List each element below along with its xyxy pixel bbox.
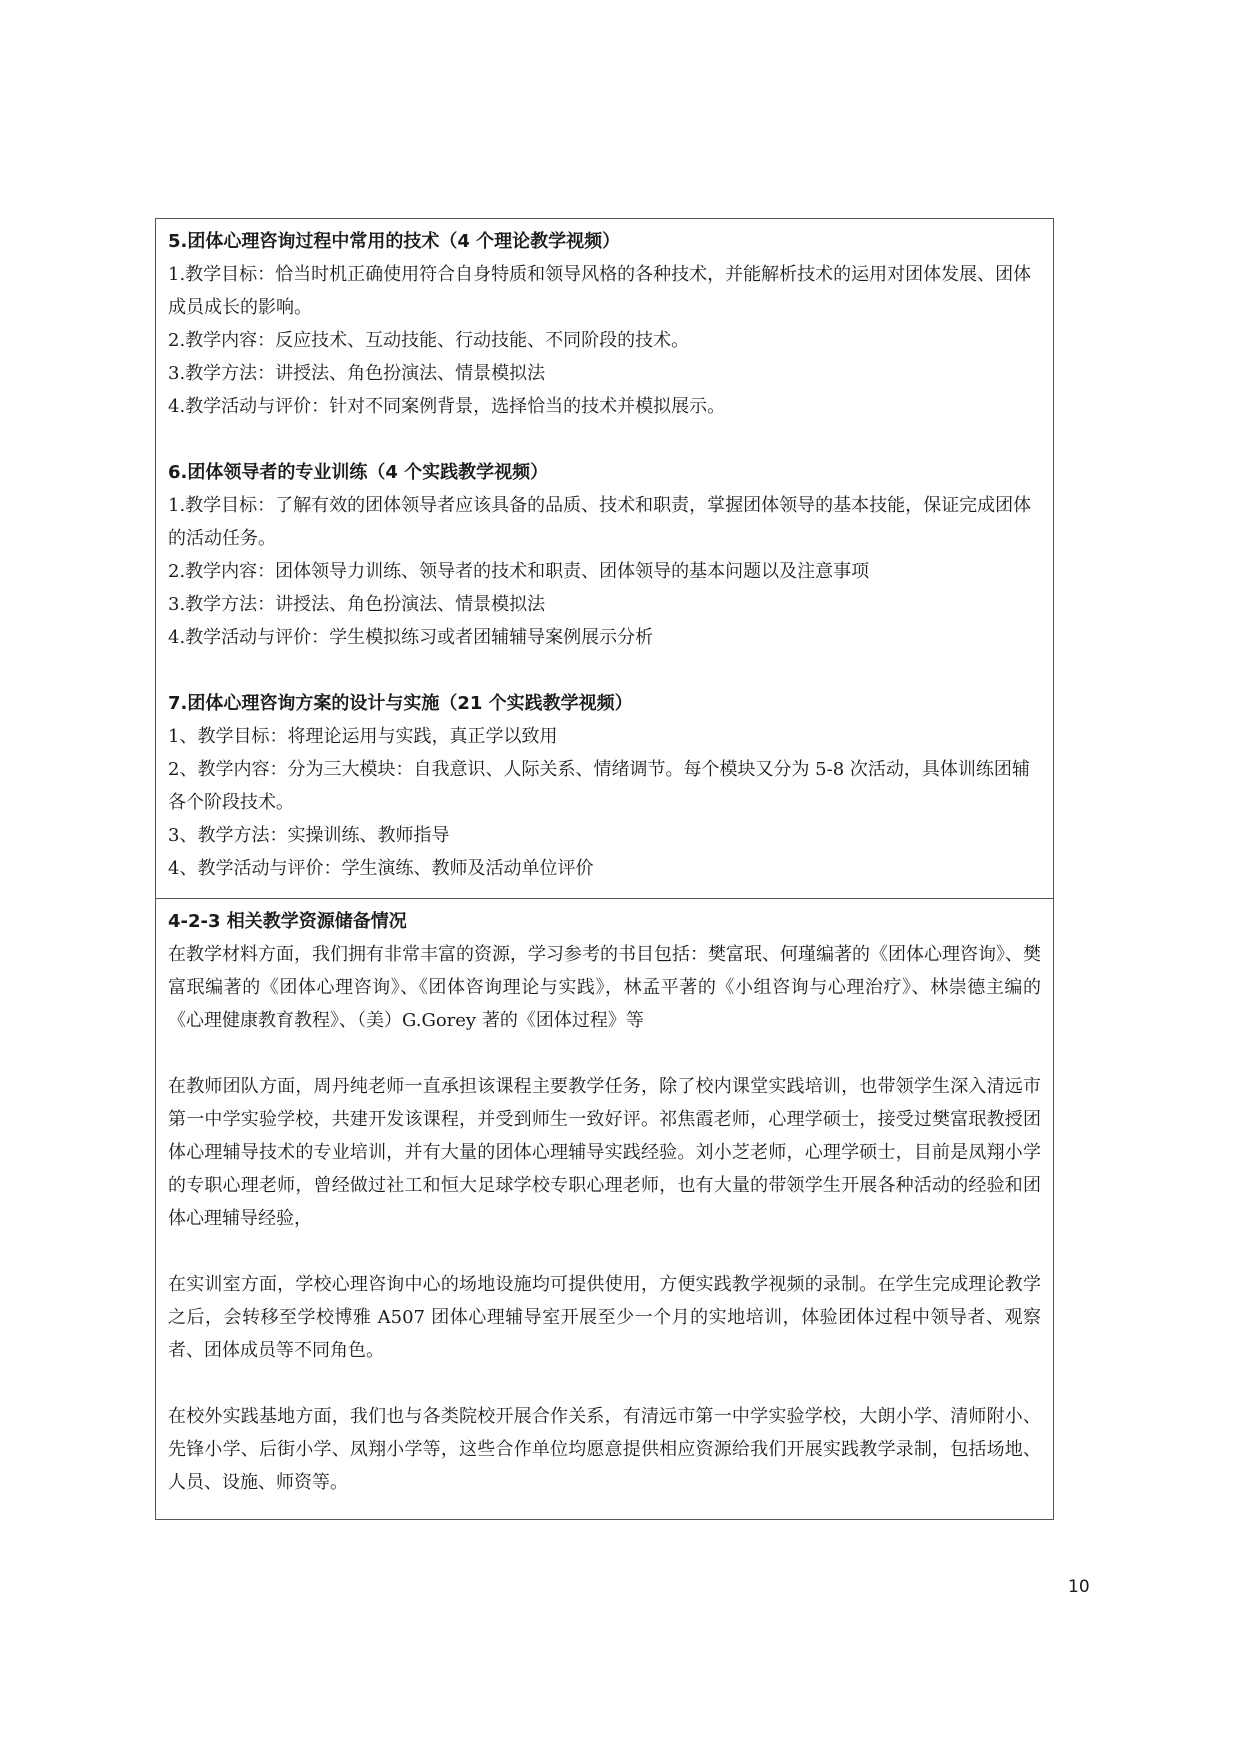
section-5-heading: 5.团体心理咨询过程中常用的技术（4 个理论教学视频） bbox=[168, 231, 621, 252]
page-number: 10 bbox=[1068, 1577, 1090, 1597]
resources-paragraph-lab: 在实训室方面，学校心理咨询中心的场地设施均可提供使用，方便实践教学视频的录制。在学生完成理论教学之后，会转移至学校博雅 A507 团体心理辅导室开展至少一个月的实地培训，体验团体过程中领导者、观察者、团体成员等不同角色。 bbox=[168, 1274, 1041, 1361]
section-5-item: 2.教学内容：反应技术、互动技能、行动技能、不同阶段的技术。 bbox=[168, 330, 690, 351]
resources-cell bbox=[155, 899, 1054, 1520]
section-6-item: 2.教学内容：团体领导力训练、领导者的技术和职责、团体领导的基本问题以及注意事项 bbox=[168, 561, 870, 582]
section-7-item: 3、教学方法：实操训练、教师指导 bbox=[168, 825, 450, 846]
course-sections-cell bbox=[155, 218, 1054, 899]
section-5-item: 1.教学目标：恰当时机正确使用符合自身特质和领导风格的各种技术，并能解析技术的运用对团体发展、团体成员成长的影响。 bbox=[168, 264, 1032, 318]
section-6-item: 4.教学活动与评价：学生模拟练习或者团辅辅导案例展示分析 bbox=[168, 627, 654, 648]
resources-heading: 4-2-3 相关教学资源储备情况 bbox=[168, 911, 407, 932]
section-5-item: 3.教学方法：讲授法、角色扮演法、情景模拟法 bbox=[168, 363, 546, 384]
section-7-heading: 7.团体心理咨询方案的设计与实施（21 个实践教学视频） bbox=[168, 693, 633, 714]
section-6-item: 3.教学方法：讲授法、角色扮演法、情景模拟法 bbox=[168, 594, 546, 615]
section-7-item: 1、教学目标：将理论运用与实践，真正学以致用 bbox=[168, 726, 558, 747]
resources-paragraph-external-bases: 在校外实践基地方面，我们也与各类院校开展合作关系，有清远市第一中学实验学校，大朗小学、清师附小、先锋小学、后街小学、凤翔小学等，这些合作单位均愿意提供相应资源给我们开展实践教学录制，包括场地、人员、设施、师资等。 bbox=[168, 1406, 1041, 1493]
resources-paragraph-materials: 在教学材料方面，我们拥有非常丰富的资源，学习参考的书目包括：樊富珉、何瑾编著的《团体心理咨询》、樊富珉编著的《团体心理咨询》、《团体咨询理论与实践》，林孟平著的《小组咨询与心理治疗》、林崇德主编的《心理健康教育教程》、（美）G.Gorey 著的《团体过程》等 bbox=[168, 944, 1041, 1031]
section-6-item: 1.教学目标：了解有效的团体领导者应该具备的品质、技术和职责，掌握团体领导的基本技能，保证完成团体的活动任务。 bbox=[168, 495, 1032, 549]
section-5-item: 4.教学活动与评价：针对不同案例背景，选择恰当的技术并模拟展示。 bbox=[168, 396, 726, 417]
resources-paragraph-teachers: 在教师团队方面，周丹纯老师一直承担该课程主要教学任务，除了校内课堂实践培训，也带领学生深入清远市第一中学实验学校，共建开发该课程，并受到师生一致好评。祁焦霞老师，心理学硕士，接受过樊富珉教授团体心理辅导技术的专业培训，并有大量的团体心理辅导实践经验。刘小芝老师，心理学硕士，目前是凤翔小学的专职心理老师，曾经做过社工和恒大足球学校专职心理老师，也有大量的带领学生开展各种活动的经验和团体心理辅导经验， bbox=[168, 1076, 1041, 1229]
section-7-item: 4、教学活动与评价：学生演练、教师及活动单位评价 bbox=[168, 858, 594, 879]
section-7-item: 2、教学内容：分为三大模块：自我意识、人际关系、情绪调节。每个模块又分为 5-8 次活动，具体训练团辅各个阶段技术。 bbox=[168, 759, 1030, 813]
content-table bbox=[155, 218, 1054, 1520]
section-6-heading: 6.团体领导者的专业训练（4 个实践教学视频） bbox=[168, 462, 549, 483]
